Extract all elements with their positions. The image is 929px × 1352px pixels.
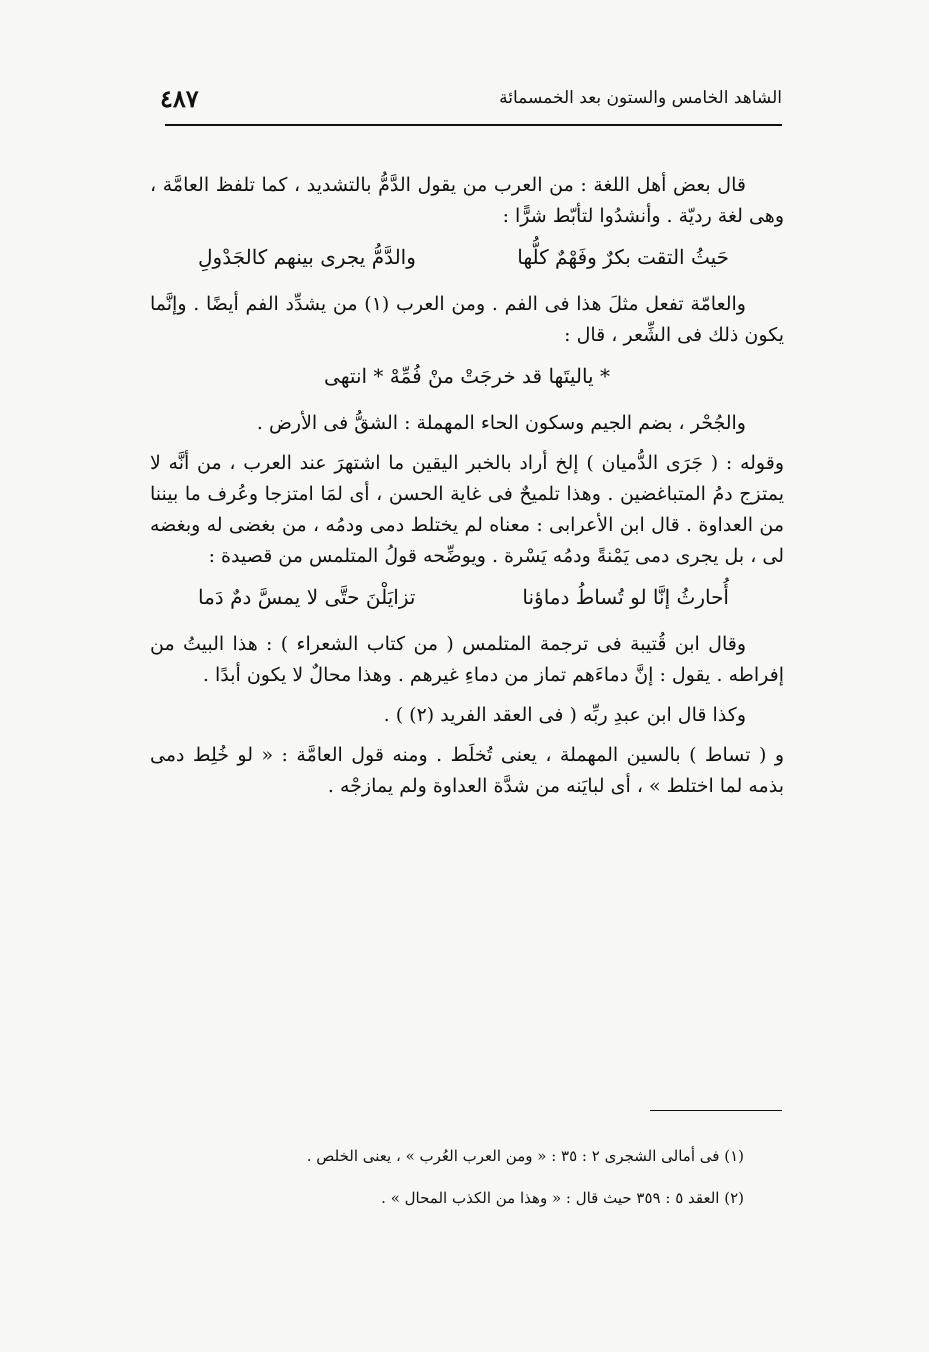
- page-header: [160, 80, 782, 116]
- paragraph-7: و ( تساط ) بالسين المهملة ، يعنى تُخلَط . ومنه قول العامَّة : « لو خُلِط دمى بذمه لما اختلط » ، أى لبايَنه من شدَّة العداوة ولم يمازجْه .: [150, 744, 784, 797]
- paragraph-6: وكذا قال ابن عبدِ ربِّه ( فى العقد الفريد (٢) ) .: [383, 704, 746, 726]
- footnotes: [150, 1145, 744, 1229]
- paragraph-4: وقوله : ( جَرَى الدُّميان ) إلخ أراد بالخبر اليقين ما اشتهرَ عند العرب ، من أنَّه لا يمتزج دمُ المتباغضين . وهذا تلميحٌ فى غاية الحسن ، أى لمَا امتزجا وعُرف ما بيننا من العداوة . قال ابن الأعرابى : معناه لم يختلط دمى ودمُه ، من بغضى له وبغضه لى ، بل يجرى دمى يَمْنةً ودمُه يَسْرة . ويوضِّحه قولُ المتلمس من قصيدة :: [150, 452, 784, 567]
- footnote-rule: [650, 1110, 782, 1111]
- verse-3-first-hemistich: أُحارثُ إنَّا لو تُساطُ دماؤنا: [522, 585, 729, 609]
- footnote-1: (١) فى أمالى الشجرى ٢ : ٣٥ : « ومن العرب العُرب » ، يعنى الخلص .: [306, 1147, 744, 1165]
- footnote-2: (٢) العقد ٥ : ٣٥٩ حيث قال : « وهذا من الكذب المحال » .: [381, 1189, 744, 1207]
- verse-3-second-hemistich: تزايَلْنَ حتَّى لا يمسَّ دمٌ دَما: [198, 585, 416, 609]
- paragraph-1: قال بعض أهل اللغة : من العرب من يقول الدَّمُّ بالتشديد ، كما تلفظ العامَّة ، وهى لغة رديّة . وأنشدُوا لتأبّط شرًّا :: [150, 174, 784, 227]
- header-rule: [165, 124, 782, 126]
- verse-1-first-hemistich: حَيثُ التقت بكرٌ وفَهْمٌ كلُّها: [517, 245, 729, 269]
- page-number: ٤٨٧: [160, 83, 199, 113]
- running-title: الشاهد الخامس والستون بعد الخمسمائة: [499, 88, 782, 108]
- verse-1: [150, 242, 784, 273]
- main-text: [150, 170, 784, 811]
- verse-2: * ياليتَها قد خرجَتْ منْ فُمِّهْ * انتهى: [324, 364, 610, 388]
- verse-1-second-hemistich: والدَّمُّ يجرى بينهم كالجَدْولِ: [198, 245, 416, 269]
- verse-3: [150, 582, 784, 613]
- paragraph-5: وقال ابن قُتيبة فى ترجمة المتلمس ( من كتاب الشعراء ) : هذا البيتُ من إفراطه . يقول : إنَّ دماءَهم تماز من دماءِ غيرهم . وهذا محالٌ لا يكون أبدًا .: [150, 633, 784, 686]
- paragraph-3: والجُحْر ، بضم الجيم وسكون الحاء المهملة : الشقُّ فى الأرض .: [256, 412, 746, 434]
- paragraph-2: والعامّة تفعل مثلَ هذا فى الفم . ومن العرب (١) من يشدِّد الفم أيضًا . وإنَّما يكون ذلك فى الشِّعر ، قال :: [150, 293, 784, 346]
